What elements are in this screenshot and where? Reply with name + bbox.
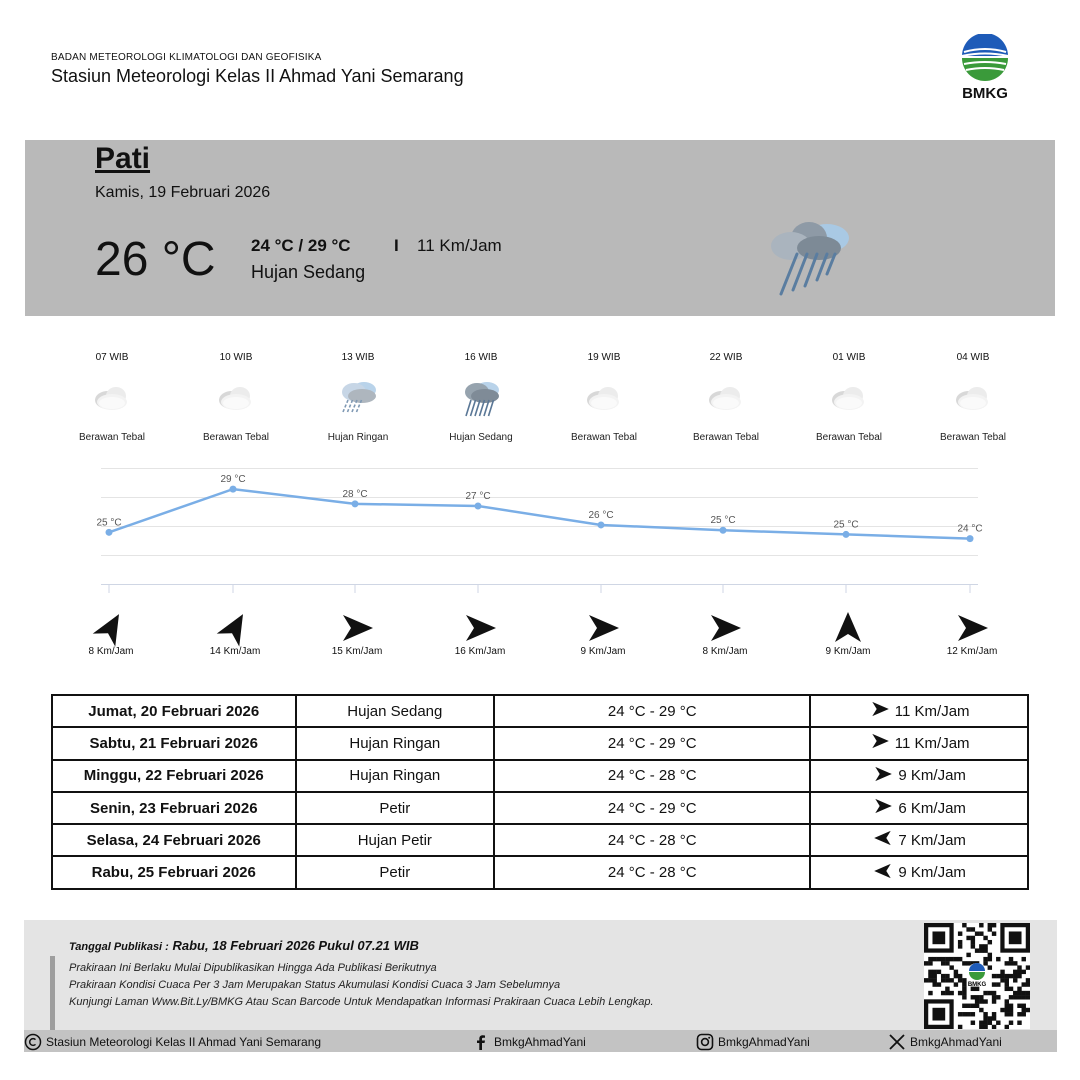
bmkg-logo-text: BMKG <box>962 85 1008 102</box>
temperature-chart <box>96 468 986 598</box>
x-icon <box>888 1033 906 1051</box>
hourly-condition: Berawan Tebal <box>693 432 759 443</box>
qr-code-icon[interactable] <box>924 923 1030 1029</box>
temperature-label: 28 °C <box>342 488 368 500</box>
hourly-item <box>52 352 172 443</box>
footer-accent-bar <box>50 956 55 1030</box>
wind-speed: 9 Km/Jam <box>825 646 871 657</box>
wind-speed: 8 Km/Jam <box>88 646 134 657</box>
daily-wind <box>810 727 1028 759</box>
hourly-time: 07 WIB <box>95 352 129 363</box>
cloudy-icon <box>582 376 626 420</box>
hourly-time: 19 WIB <box>587 352 621 363</box>
city-name: Pati <box>95 142 151 175</box>
hourly-condition: Berawan Tebal <box>940 432 1006 443</box>
today-condition: Hujan Sedang <box>251 262 366 282</box>
temperature-point <box>843 531 850 538</box>
hourly-item <box>789 352 909 443</box>
daily-wind-speed: 11 Km/Jam <box>894 734 970 752</box>
wind-direction-icon <box>952 608 992 644</box>
hourly-time: 13 WIB <box>341 352 375 363</box>
daily-temperature: 24 °C - 28 °C <box>494 760 810 792</box>
hourly-condition: Berawan Tebal <box>203 432 269 443</box>
station-name: Stasiun Meteorologi Kelas II Ahmad Yani Semarang <box>51 66 464 86</box>
cloudy-icon <box>951 376 995 420</box>
daily-forecast-table <box>51 694 1029 890</box>
separator: I <box>394 236 399 255</box>
hourly-condition: Hujan Sedang <box>449 432 513 443</box>
daily-wind-speed: 6 Km/Jam <box>898 799 966 817</box>
daily-wind-speed: 7 Km/Jam <box>898 831 966 849</box>
table-row <box>52 760 1028 792</box>
wind-speed: 9 Km/Jam <box>580 646 626 657</box>
temperature-point <box>352 500 359 507</box>
publication-label: Tanggal Publikasi : <box>69 941 169 953</box>
wind-direction-icon <box>583 608 623 644</box>
temperature-label: 29 °C <box>220 474 246 486</box>
daily-date: Sabtu, 21 Februari 2026 <box>52 727 296 759</box>
table-row <box>52 695 1028 727</box>
daily-temperature: 24 °C - 29 °C <box>494 792 810 824</box>
cloudy-icon <box>704 376 748 420</box>
daily-date: Selasa, 24 Februari 2026 <box>52 824 296 856</box>
wind-item <box>922 608 1022 657</box>
wind-speed: 16 Km/Jam <box>454 646 506 657</box>
today-wind-speed: 11 Km/Jam <box>417 236 502 255</box>
temperature-label: 27 °C <box>465 490 491 502</box>
wind-speed: 8 Km/Jam <box>702 646 748 657</box>
daily-wind <box>810 760 1028 792</box>
footer <box>24 920 1057 1052</box>
hourly-condition: Berawan Tebal <box>571 432 637 443</box>
daily-wind <box>810 792 1028 824</box>
hourly-item <box>544 352 664 443</box>
daily-condition: Hujan Sedang <box>296 695 495 727</box>
daily-wind-speed: 11 Km/Jam <box>894 702 970 720</box>
hourly-time: 22 WIB <box>709 352 743 363</box>
copyright-text: Stasiun Meteorologi Kelas II Ahmad Yani Semarang <box>46 1035 322 1049</box>
wind-speed: 15 Km/Jam <box>331 646 383 657</box>
temperature-label: 25 °C <box>833 519 859 531</box>
qr-label: BMKG <box>967 982 987 988</box>
hourly-item <box>298 352 418 443</box>
facebook-link[interactable] <box>472 1033 586 1051</box>
daily-condition: Hujan Ringan <box>296 760 495 792</box>
daily-condition: Hujan Petir <box>296 824 495 856</box>
daily-wind <box>810 856 1028 888</box>
publication-value: Rabu, 18 Februari 2026 Pukul 07.21 WIB <box>172 938 419 953</box>
footer-note: Kunjungi Laman Www.Bit.Ly/BMKG Atau Scan Barcode Untuk Mendapatkan Informasi Prakiraan Cuaca Lebih Lengkap. <box>69 996 654 1008</box>
wind-direction-icon <box>872 795 894 821</box>
table-row <box>52 824 1028 856</box>
light-rain-icon <box>336 376 380 420</box>
heavy-rain-cloud-icon <box>767 214 859 304</box>
instagram-link[interactable] <box>696 1033 810 1051</box>
temperature-point <box>475 502 482 509</box>
today-date: Kamis, 19 Februari 2026 <box>95 184 271 201</box>
daily-condition: Petir <box>296 792 495 824</box>
footer-note: Prakiraan Ini Berlaku Mulai Dipublikasikan Hingga Ada Publikasi Berikutnya <box>69 962 437 974</box>
wind-direction-icon <box>215 608 255 644</box>
instagram-icon <box>696 1033 714 1051</box>
table-row <box>52 792 1028 824</box>
temperature-label: 24 °C <box>957 523 983 535</box>
wind-direction-icon <box>91 608 131 644</box>
instagram-handle: BmkgAhmadYani <box>718 1035 810 1049</box>
wind-direction-icon <box>337 608 377 644</box>
wind-direction-icon <box>705 608 745 644</box>
copyright <box>24 1033 321 1051</box>
copyright-icon <box>24 1033 42 1051</box>
wind-item <box>798 608 898 657</box>
daily-wind <box>810 824 1028 856</box>
org-name: BADAN METEOROLOGI KLIMATOLOGI DAN GEOFISIKA <box>51 52 322 63</box>
wind-item <box>553 608 653 657</box>
wind-speed: 12 Km/Jam <box>946 646 998 657</box>
wind-direction-icon <box>869 698 891 724</box>
social-bar <box>24 1030 1057 1052</box>
hourly-item <box>176 352 296 443</box>
daily-date: Jumat, 20 Februari 2026 <box>52 695 296 727</box>
daily-date: Minggu, 22 Februari 2026 <box>52 760 296 792</box>
temperature-label: 25 °C <box>96 517 122 529</box>
wind-direction-icon <box>872 827 894 853</box>
daily-date: Senin, 23 Februari 2026 <box>52 792 296 824</box>
daily-wind-speed: 9 Km/Jam <box>898 767 966 785</box>
temperature-point <box>720 527 727 534</box>
hourly-condition: Berawan Tebal <box>79 432 145 443</box>
daily-temperature: 24 °C - 29 °C <box>494 695 810 727</box>
x-handle: BmkgAhmadYani <box>910 1035 1002 1049</box>
daily-wind-speed: 9 Km/Jam <box>898 864 966 882</box>
wind-direction-icon <box>872 860 894 886</box>
hourly-time: 10 WIB <box>219 352 253 363</box>
table-row <box>52 856 1028 888</box>
facebook-handle: BmkgAhmadYani <box>494 1035 586 1049</box>
wind-direction-icon <box>869 730 891 756</box>
hourly-time: 16 WIB <box>464 352 498 363</box>
cloudy-icon <box>214 376 258 420</box>
hourly-time: 04 WIB <box>956 352 990 363</box>
daily-condition: Hujan Ringan <box>296 727 495 759</box>
daily-temperature: 24 °C - 29 °C <box>494 727 810 759</box>
temperature-range: 24 °C / 29 °C <box>251 236 351 255</box>
x-link[interactable] <box>888 1033 1002 1051</box>
today-panel <box>25 140 1055 316</box>
wind-item <box>185 608 285 657</box>
hourly-condition: Berawan Tebal <box>816 432 882 443</box>
wind-direction-icon <box>828 608 868 644</box>
wind-item <box>675 608 775 657</box>
temperature-point <box>230 486 237 493</box>
daily-temperature: 24 °C - 28 °C <box>494 856 810 888</box>
temperature-label: 25 °C <box>710 515 736 527</box>
temperature-label: 26 °C <box>588 509 614 521</box>
footer-note: Prakiraan Kondisi Cuaca Per 3 Jam Merupakan Status Akumulasi Kondisi Cuaca 3 Jam Sebelumnya <box>69 979 561 991</box>
wind-item <box>307 608 407 657</box>
wind-speed: 14 Km/Jam <box>209 646 261 657</box>
wind-item <box>430 608 530 657</box>
temperature-point <box>967 535 974 542</box>
hourly-item <box>421 352 541 443</box>
current-temperature: 26 °C <box>95 233 216 286</box>
hourly-item <box>666 352 786 443</box>
cloudy-icon <box>90 376 134 420</box>
hourly-condition: Hujan Ringan <box>327 432 389 443</box>
temperature-point <box>106 529 113 536</box>
cloudy-icon <box>827 376 871 420</box>
wind-direction-icon <box>872 763 894 789</box>
facebook-icon <box>472 1033 490 1051</box>
daily-wind <box>810 695 1028 727</box>
hourly-item <box>913 352 1033 443</box>
wind-direction-icon <box>460 608 500 644</box>
hourly-time: 01 WIB <box>832 352 866 363</box>
daily-date: Rabu, 25 Februari 2026 <box>52 856 296 888</box>
daily-condition: Petir <box>296 856 495 888</box>
wind-item <box>61 608 161 657</box>
daily-temperature: 24 °C - 28 °C <box>494 824 810 856</box>
temperature-line <box>109 489 970 539</box>
table-row <box>52 727 1028 759</box>
moderate-rain-icon <box>459 376 503 420</box>
publication-date <box>69 938 419 953</box>
temperature-point <box>598 521 605 528</box>
